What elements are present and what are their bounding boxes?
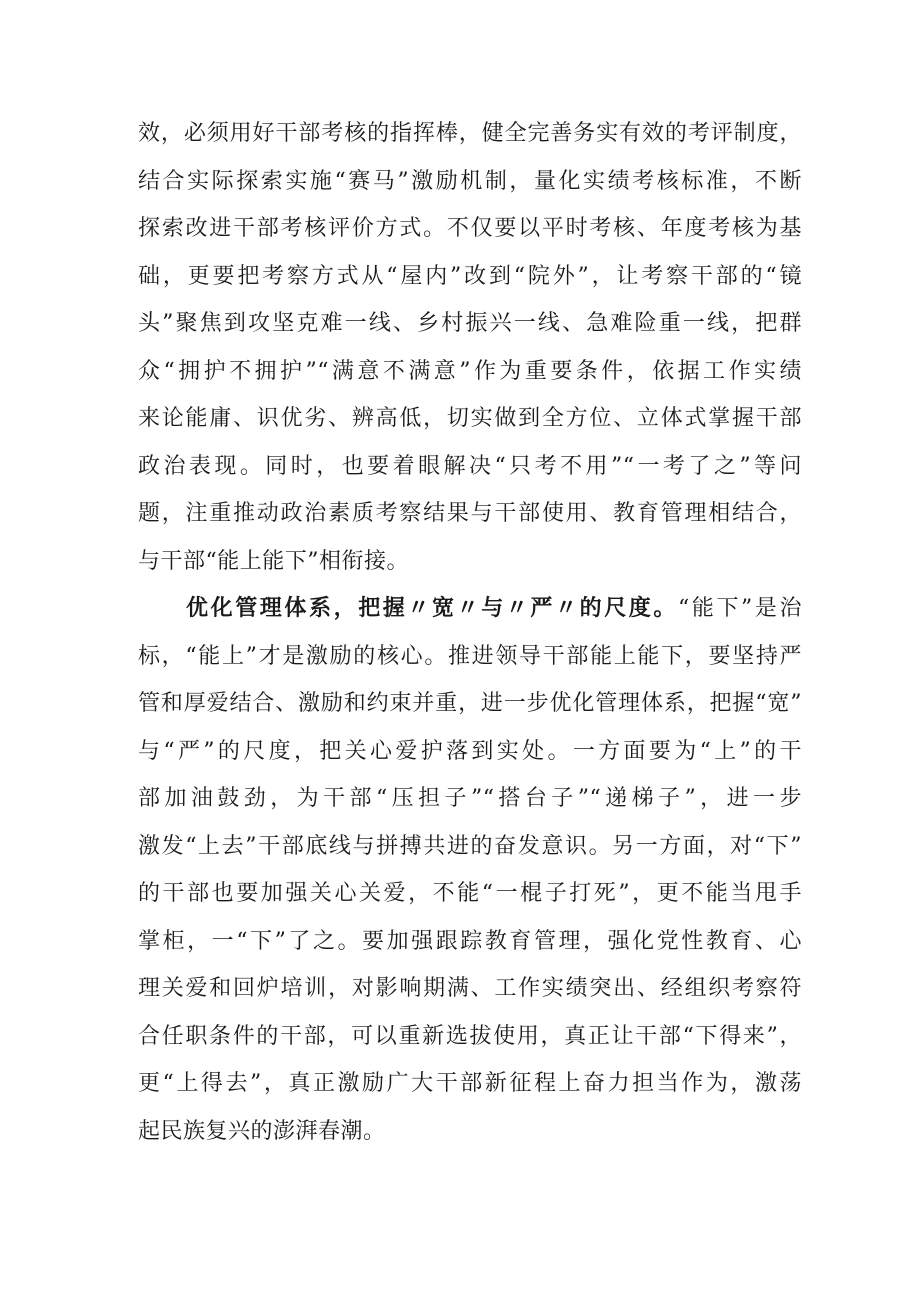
paragraph-2 <box>138 585 802 1155</box>
paragraph-line: 管和厚爱结合、激励和约束并重，进一步优化管理体系，把握“宽” <box>138 691 802 716</box>
paragraph-1 <box>138 110 802 585</box>
paragraph-line: 效，必须用好干部考核的指挥棒，健全完善务实有效的考评制度， <box>138 121 802 146</box>
paragraph-line: 头”聚焦到攻坚克难一线、乡村振兴一线、急难险重一线，把群 <box>138 311 802 336</box>
paragraph-line: 与“严”的尺度，把关心爱护落到实处。一方面要为“上”的干 <box>138 738 802 764</box>
paragraph-line: 结合实际探索实施“赛马”激励机制，量化实绩考核标准，不断 <box>138 168 802 194</box>
paragraph-line: 来论能庸、识优劣、辨高低，切实做到全方位、立体式掌握干部 <box>138 406 802 431</box>
paragraph-line: 政治表现。同时，也要着眼解决“只考不用”“一考了之”等问 <box>138 453 802 479</box>
paragraph-line: 础，更要把考察方式从“屋内”改到“院外”，让考察干部的“镜 <box>138 263 802 289</box>
paragraph-line: 与干部“能上能下”相衔接。 <box>138 548 409 574</box>
paragraph-line: 合任职条件的干部，可以重新选拔使用，真正让干部“下得来”， <box>138 1023 802 1049</box>
paragraph-line: 激发“上去”干部底线与拼搏共进的奋发意识。另一方面，对“下” <box>138 833 802 859</box>
paragraph-line: 掌柜，一“下”了之。要加强跟踪教育管理，强化党性教育、心 <box>138 928 802 954</box>
paragraph-line: 更“上得去”，真正激励广大干部新征程上奋力担当作为，激荡 <box>138 1071 802 1096</box>
paragraph-line: 起民族复兴的澎湃春潮。 <box>138 1118 386 1144</box>
paragraph-line: 的干部也要加强关心关爱，不能“一棍子打死”，更不能当甩手 <box>138 881 802 906</box>
document-page <box>138 110 802 1155</box>
paragraph-line: 众“拥护不拥护”“满意不满意”作为重要条件，依据工作实绩 <box>138 358 802 384</box>
paragraph-line: 题，注重推动政治素质考察结果与干部使用、教育管理相结合， <box>138 501 802 526</box>
paragraph-first-line-text: “能下”是治 <box>678 596 802 621</box>
paragraph-line: 理关爱和回炉培训，对影响期满、工作实绩突出、经组织考察符 <box>138 976 802 1001</box>
section-heading: 优化管理体系，把握〃宽〃与〃严〃的尺度。 <box>186 595 678 621</box>
paragraph-line: 探索改进干部考核评价方式。不仅要以平时考核、年度考核为基 <box>138 216 802 241</box>
paragraph-first-line <box>138 585 802 633</box>
paragraph-line: 标，“能上”才是激励的核心。推进领导干部能上能下，要坚持严 <box>138 643 802 669</box>
paragraph-line: 部加油鼓劲，为干部“压担子”“搭台子”“递梯子”，进一步 <box>138 786 802 811</box>
